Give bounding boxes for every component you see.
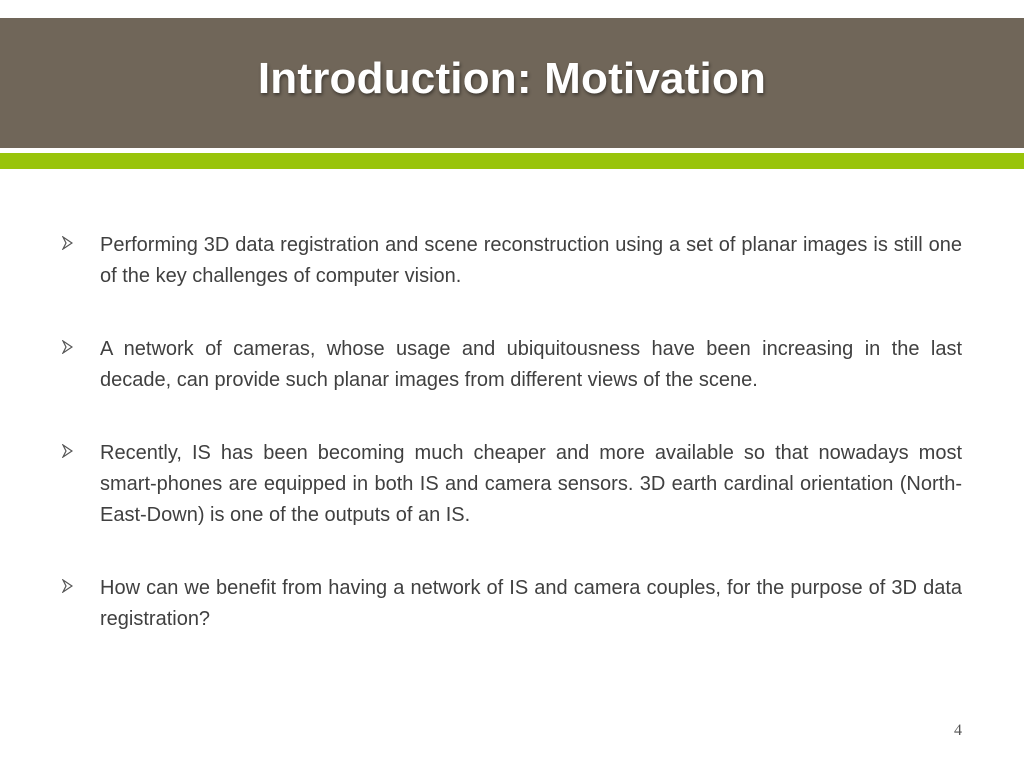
bullet-text: How can we benefit from having a network of IS and camera couples, for the purpose of 3D data registration? (100, 577, 962, 630)
bullet-item (62, 334, 962, 396)
arrowhead-bullet-icon (62, 340, 73, 354)
bullet-text: Performing 3D data registration and scene reconstruction using a set of planar images is still one of the key challenges of computer vision. (100, 234, 962, 287)
bullet-item (62, 573, 962, 635)
accent-line (0, 153, 1024, 169)
slide-title: Introduction: Motivation (257, 54, 767, 103)
page-number: 4 (954, 722, 962, 739)
arrowhead-bullet-icon (62, 579, 73, 593)
title-bar (0, 18, 1024, 148)
bullet-item (62, 438, 962, 531)
arrowhead-bullet-icon (62, 444, 73, 458)
bullet-text: A network of cameras, whose usage and ubiquitousness have been increasing in the last decade, can provide such planar images from different views of the scene. (100, 338, 962, 391)
bullet-item (62, 230, 962, 292)
arrowhead-bullet-icon (62, 236, 73, 250)
bullet-list (62, 230, 962, 677)
bullet-text: Recently, IS has been becoming much cheaper and more available so that nowadays most smart-phones are equipped in both IS and camera sensors. 3D earth cardinal orientation (North-East-Down) is one of the outputs of an IS. (100, 442, 962, 526)
